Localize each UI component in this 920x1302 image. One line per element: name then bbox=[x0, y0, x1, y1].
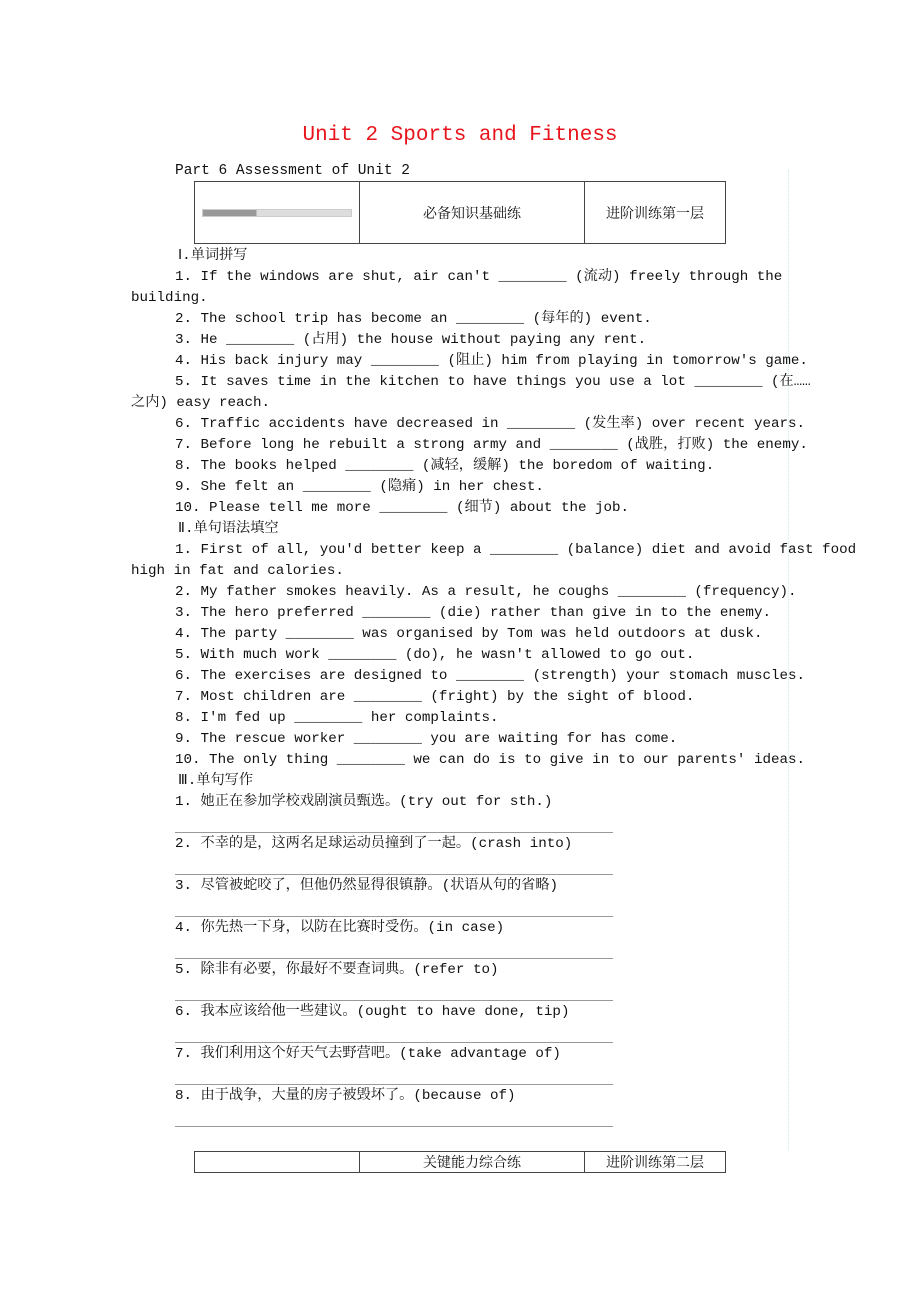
empty-cell bbox=[195, 1152, 360, 1173]
answer-line[interactable] bbox=[175, 1126, 613, 1127]
question-continuation: 之内) easy reach. bbox=[131, 395, 271, 411]
question-line: 9. The rescue worker ________ you are waiting for has come. bbox=[175, 731, 678, 747]
section-header-table-2 bbox=[194, 1151, 726, 1173]
question-line: 10. The only thing ________ we can do is to give in to our parents' ideas. bbox=[175, 752, 806, 768]
question-line: 4. His back injury may ________ (阻止) him from playing in tomorrow's game. bbox=[175, 353, 808, 369]
progress-bar-cell bbox=[195, 182, 360, 244]
section-label: 必备知识基础练 bbox=[360, 182, 585, 244]
question-line: 1. First of all, you'd better keep a ________ (balance) diet and avoid fast food bbox=[175, 542, 857, 558]
answer-line[interactable] bbox=[175, 1084, 613, 1085]
document-title: Unit 2 Sports and Fitness bbox=[302, 124, 618, 147]
question-continuation: high in fat and calories. bbox=[131, 563, 344, 579]
question-line: 8. I'm fed up ________ her complaints. bbox=[175, 710, 499, 726]
part-heading: Part 6 Assessment of Unit 2 bbox=[175, 163, 410, 179]
question-line: 2. The school trip has become an ________ (每年的) event. bbox=[175, 311, 652, 327]
section-label: 关键能力综合练 bbox=[360, 1152, 585, 1173]
section-heading: Ⅰ.单词拼写 bbox=[178, 248, 248, 264]
question-line: 6. 我本应该给他一些建议。(ought to have done, tip) bbox=[175, 1004, 570, 1020]
section-heading: Ⅱ.单句语法填空 bbox=[178, 521, 279, 537]
question-line: 8. The books helped ________ (减轻，缓解) the boredom of waiting. bbox=[175, 458, 715, 474]
progress-bar-graphic bbox=[202, 209, 352, 217]
section-heading: Ⅲ.单句写作 bbox=[178, 773, 254, 789]
answer-line[interactable] bbox=[175, 1000, 613, 1001]
level-label: 进阶训练第一层 bbox=[585, 182, 726, 244]
question-line: 1. 她正在参加学校戏剧演员甄选。(try out for sth.) bbox=[175, 794, 553, 810]
question-line: 7. 我们利用这个好天气去野营吧。(take advantage of) bbox=[175, 1046, 561, 1062]
question-line: 6. The exercises are designed to ________ (strength) your stomach muscles. bbox=[175, 668, 806, 684]
answer-line[interactable] bbox=[175, 958, 613, 959]
question-line: 6. Traffic accidents have decreased in ________ (发生率) over recent years. bbox=[175, 416, 806, 432]
level-label: 进阶训练第二层 bbox=[585, 1152, 726, 1173]
guide-line bbox=[128, 289, 788, 290]
question-line: 10. Please tell me more ________ (细节) about the job. bbox=[175, 500, 630, 516]
question-continuation: building. bbox=[131, 290, 208, 306]
question-line: 4. 你先热一下身，以防在比赛时受伤。(in case) bbox=[175, 920, 505, 936]
section-header-table-1 bbox=[194, 181, 726, 244]
question-line: 3. The hero preferred ________ (die) rather than give in to the enemy. bbox=[175, 605, 771, 621]
answer-line[interactable] bbox=[175, 832, 613, 833]
question-line: 8. 由于战争，大量的房子被毁坏了。(because of) bbox=[175, 1088, 516, 1104]
question-line: 7. Before long he rebuilt a strong army and ________ (战胜，打败) the enemy. bbox=[175, 437, 808, 453]
answer-line[interactable] bbox=[175, 1042, 613, 1043]
question-line: 5. With much work ________ (do), he wasn't allowed to go out. bbox=[175, 647, 695, 663]
answer-line[interactable] bbox=[175, 874, 613, 875]
question-line: 4. The party ________ was organised by Tom was held outdoors at dusk. bbox=[175, 626, 763, 642]
question-line: 3. 尽管被蛇咬了，但他仍然显得很镇静。(状语从句的省略) bbox=[175, 878, 559, 894]
question-line: 5. 除非有必要，你最好不要查词典。(refer to) bbox=[175, 962, 499, 978]
question-line: 9. She felt an ________ (隐痛) in her chest. bbox=[175, 479, 544, 495]
question-line: 3. He ________ (占用) the house without paying any rent. bbox=[175, 332, 647, 348]
question-line: 2. 不幸的是，这两名足球运动员撞到了一起。(crash into) bbox=[175, 836, 573, 852]
question-line: 7. Most children are ________ (fright) by the sight of blood. bbox=[175, 689, 695, 705]
answer-line[interactable] bbox=[175, 916, 613, 917]
question-line: 1. If the windows are shut, air can't ________ (流动) freely through the bbox=[175, 269, 783, 285]
question-line: 5. It saves time in the kitchen to have things you use a lot ________ (在…… bbox=[175, 374, 811, 390]
question-line: 2. My father smokes heavily. As a result, he coughs ________ (frequency). bbox=[175, 584, 797, 600]
margin-guide bbox=[788, 170, 789, 1150]
